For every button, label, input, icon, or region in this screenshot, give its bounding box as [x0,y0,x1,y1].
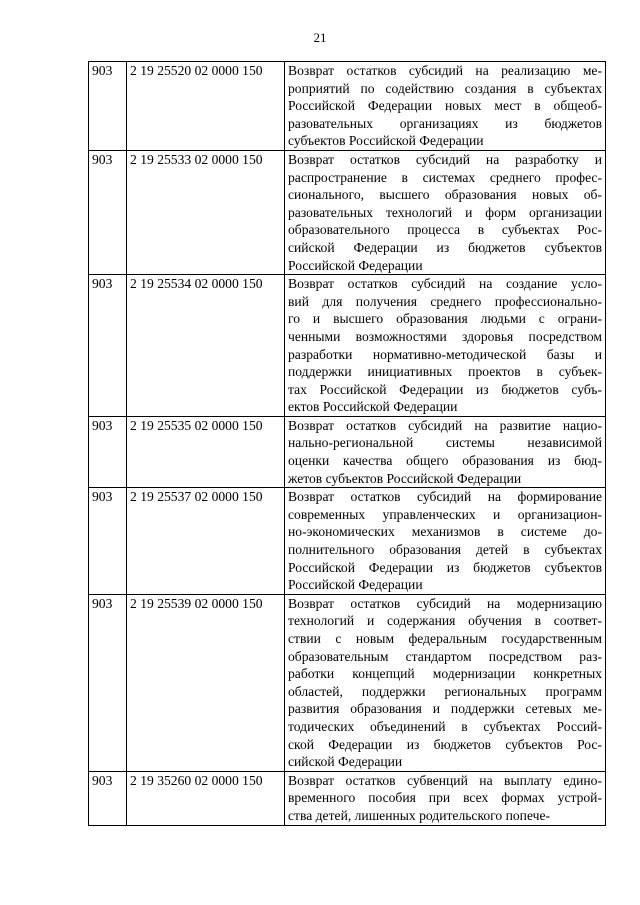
description-cell [285,488,606,595]
description-line: нально-региональной системы независимой [288,435,602,451]
description-line: Возврат остатков субсидий на создание усло- [288,276,602,292]
description-line: ствии с новым федеральным государственным [288,631,602,646]
admin-code-cell: 903 [89,488,127,595]
description-line: ченными возможностями здоровья посредством [288,328,602,344]
table-row [89,488,606,595]
budget-code-cell: 2 19 25535 02 0000 150 [127,416,285,487]
table-row [89,150,606,274]
description-line: вий для получения среднего профессионально- [288,293,602,309]
description-line: временного пособия при всех формах устрой- [288,790,602,806]
description-line: оценки качества общего образования из бюд- [288,453,602,469]
admin-code-cell: 903 [89,594,127,771]
description-line: Возврат остатков субсидий на модернизацию [288,595,602,611]
budget-code-cell: 2 19 35260 02 0000 150 [127,771,285,825]
admin-code-cell: 903 [89,62,127,151]
description-line: Возврат остатков субсидий на формирование [288,489,602,505]
description-line: Российской Федерации [288,577,423,593]
description-line: ства детей, лишенных родительского попече- [288,807,551,823]
description-line: роприятий по содействию создания в субъектах [288,80,602,96]
description-line: развития образования и поддержки сетевых ме- [288,701,602,717]
description-cell [285,62,606,151]
description-line: тодических объединений в субъектах Россий- [288,718,602,734]
description-line: областей, поддержки региональных программ [288,683,602,699]
description-line: субъектов Российской Федерации [288,133,484,149]
admin-code-cell: 903 [89,771,127,825]
admin-code-cell: 903 [89,416,127,487]
description-line: ектов Российской Федерации [288,399,458,415]
description-cell [285,150,606,274]
table-row [89,62,606,151]
description-line: распространение в системах среднего профес- [288,169,602,185]
budget-code-cell: 2 19 25539 02 0000 150 [127,594,285,771]
description-cell [285,594,606,771]
table-row [89,771,606,825]
description-line: го и высшего образования людьми с ограни- [288,311,602,327]
table-row [89,275,606,417]
description-line: Возврат остатков субсидий на разработку и [288,151,602,167]
description-line: Возврат остатков субсидий на реализацию ме- [288,63,602,78]
admin-code-cell: 903 [89,275,127,417]
description-line: сийской Федерации из бюджетов субъектов [288,239,602,255]
description-line: полнительного образования детей в субъектах [288,542,602,558]
description-line: Российской Федерации [288,257,423,273]
table-row [89,594,606,771]
description-line: поддержки инициативных проектов в субъек- [288,364,602,380]
table-row [89,416,606,487]
description-line: Возврат остатков субвенций на выплату едино- [288,772,602,788]
description-line: сийской Федерации [288,754,403,770]
description-line: разовательных технологий и форм организации [288,204,602,220]
budget-code-cell: 2 19 25533 02 0000 150 [127,150,285,274]
description-line: сионального, высшего образования новых об- [288,187,602,203]
budget-code-cell: 2 19 25520 02 0000 150 [127,62,285,151]
description-line: разработки нормативно-методической базы и [288,346,602,362]
description-cell [285,771,606,825]
description-line: образовательного процесса в субъектах Рос- [288,222,602,238]
page-number: 21 [313,30,327,45]
budget-code-cell: 2 19 25537 02 0000 150 [127,488,285,595]
description-line: тах Российской Федерации из бюджетов субъ- [288,381,602,397]
description-line: работки концепций модернизации конкретных [288,666,602,682]
description-line: но-экономических механизмов в системе до- [288,524,602,540]
description-line: Российской Федерации новых мест в общеоб- [288,98,602,114]
description-line: жетов субъектов Российской Федерации [288,470,522,486]
description-line: Возврат остатков субсидий на развитие нацио- [288,417,602,433]
admin-code-cell: 903 [89,150,127,274]
description-line: образовательным стандартом посредством раз- [288,648,602,664]
description-cell [285,275,606,417]
budget-classification-table [88,61,606,826]
description-line: разовательных организациях из бюджетов [288,115,602,131]
description-line: ской Федерации из бюджетов субъектов Рос- [288,736,602,752]
budget-code-cell: 2 19 25534 02 0000 150 [127,275,285,417]
description-line: Российской Федерации из бюджетов субъектов [288,559,602,575]
description-cell [285,416,606,487]
description-line: технологий и содержания обучения в соответ- [288,613,602,629]
description-line: современных управленческих и организацион- [288,506,602,522]
